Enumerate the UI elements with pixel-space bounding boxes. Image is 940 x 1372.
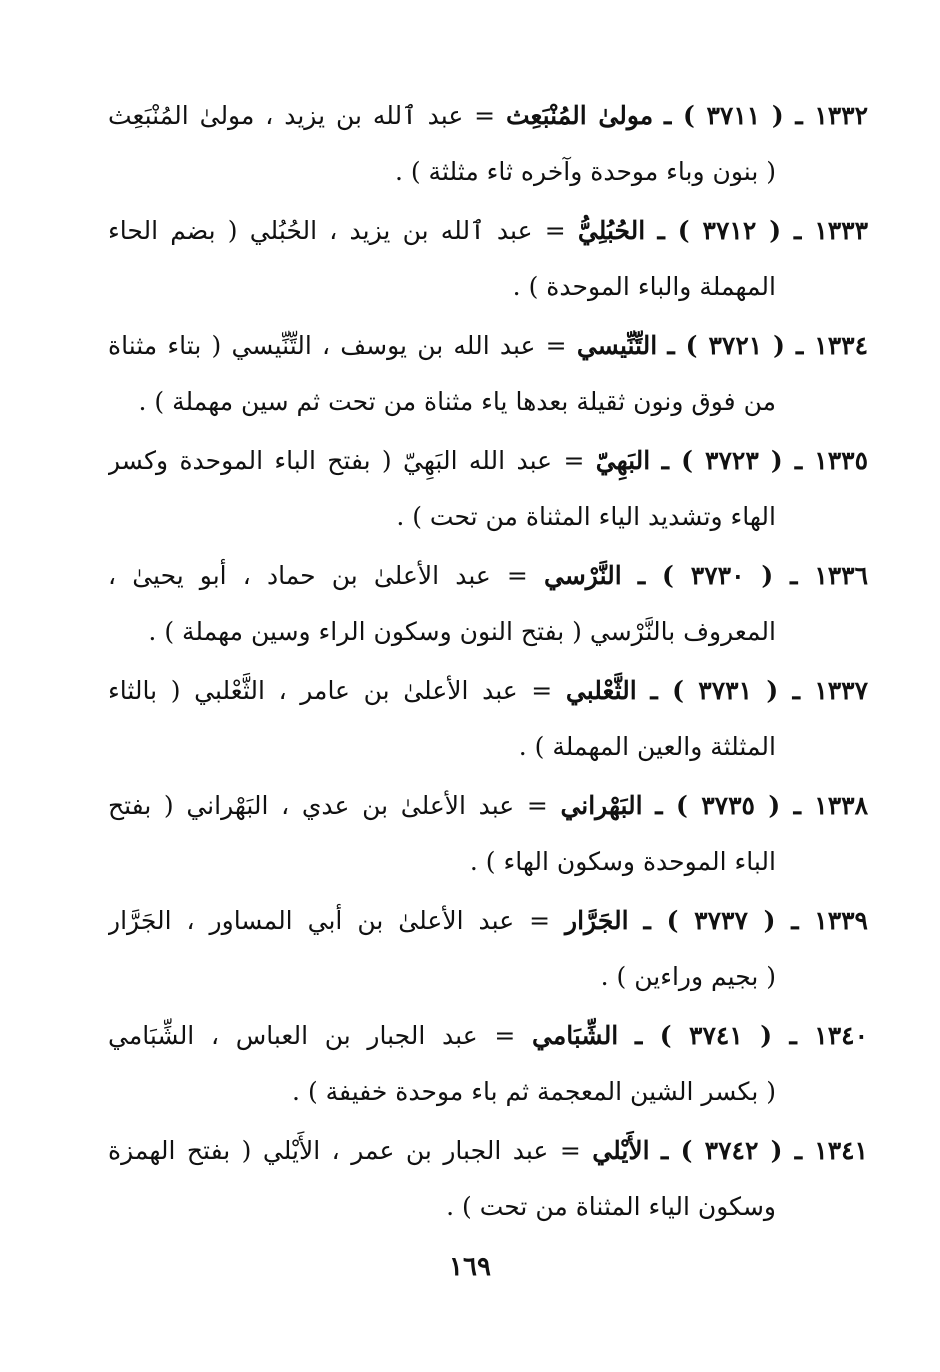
entry-number: ١٣٣٨ ـ ( ٣٧٣٥ ) ـ: [655, 791, 868, 820]
entry-1340: [108, 1006, 868, 1121]
entry-first-line: [108, 201, 868, 261]
entry-text: = عبد الله بن يوسف ، التِّنِّيسي ( بتاء مثناة: [108, 331, 567, 360]
entry-1337: [108, 661, 868, 776]
entry-heading: الأَيْلي: [592, 1136, 650, 1165]
entry-first-line: [108, 316, 868, 376]
entry-continuation: ( بنون وباء موحدة وآخره ثاء مثلثة ) .: [394, 157, 776, 186]
entry-1335: [108, 431, 868, 546]
entry-1339: [108, 891, 868, 1006]
entry-1341: [108, 1121, 868, 1236]
entry-continuation: المهملة والباء الموحدة ) .: [512, 272, 776, 301]
entry-continuation: الباء الموحدة وسكون الهاء ) .: [469, 847, 776, 876]
entry-text: = عبد ٱلله بن يزيد ، مولىٰ المُنْبَعِث: [108, 101, 496, 130]
entry-continuation: المثلثة والعين المهملة ) .: [518, 732, 776, 761]
entry-heading: البَهْراني: [560, 791, 643, 820]
entry-text: = عبد الأعلىٰ بن أبي المساور ، الجَرَّار: [108, 906, 551, 935]
entry-continuation: من فوق ونون ثقيلة بعدها ياء مثناة من تحت ثم سين مهملة ) .: [138, 387, 776, 416]
entry-continuation: المعروف بالنَّرْسي ( بفتح النون وسكون الراء وسين مهملة ) .: [148, 617, 776, 646]
entry-heading: الجَرَّار: [565, 906, 629, 935]
entry-number: ١٣٣٥ ـ ( ٣٧٢٣ ) ـ: [661, 446, 868, 475]
entry-text: = عبد الجبار بن عمر ، الأَيْلي ( بفتح الهمزة: [108, 1136, 581, 1165]
entry-text: = عبد ٱلله بن يزيد ، الحُبُلي ( بضم الحاء: [108, 216, 566, 245]
entry-first-line: [108, 546, 868, 606]
entry-text: = عبد الأعلىٰ بن عامر ، الثَّعْلبي ( بالثاء: [108, 676, 553, 705]
entry-1338: [108, 776, 868, 891]
entry-text: = عبد الله البَهِيّ ( بفتح الباء الموحدة وكسر: [108, 446, 585, 475]
entry-number: ١٣٤٠ ـ ( ٣٧٤١ ) ـ: [634, 1021, 868, 1050]
entry-first-line: [108, 431, 868, 491]
entry-heading: مولىٰ المُنْبَعِث: [506, 101, 654, 130]
entry-1336: [108, 546, 868, 661]
entry-heading: النَّرْسي: [544, 561, 622, 590]
entry-first-line: [108, 776, 868, 836]
entry-first-line: [108, 891, 868, 951]
entry-number: ١٣٣٦ ـ ( ٣٧٣٠ ) ـ: [637, 561, 868, 590]
entry-continuation: ( بجيم وراءين ) .: [600, 962, 776, 991]
entry-heading: الثَّعْلبي: [565, 676, 637, 705]
entry-continuation: وسكون الياء المثناة من تحت ) .: [446, 1192, 776, 1221]
entry-number: ١٣٤١ ـ ( ٣٧٤٢ ) ـ: [661, 1136, 868, 1165]
entry-first-line: [108, 1121, 868, 1181]
entry-heading: الشِّبَامي: [532, 1021, 619, 1050]
entry-number: ١٣٣٧ ـ ( ٣٧٣١ ) ـ: [650, 676, 868, 705]
entry-text: = عبد الأعلىٰ بن حماد ، أبو يحيىٰ ،: [108, 561, 528, 590]
entry-heading: الحُبُلِيُّ: [577, 216, 646, 245]
page-body: [108, 86, 868, 1236]
entry-first-line: [108, 661, 868, 721]
entry-1332: [108, 86, 868, 201]
page-number: ١٦٩: [449, 1252, 491, 1282]
entry-number: ١٣٣٣ ـ ( ٣٧١٢ ) ـ: [657, 216, 868, 245]
entry-continuation: الهاء وتشديد الياء المثناة من تحت ) .: [396, 502, 776, 531]
entry-continuation: ( بكسر الشين المعجمة ثم باء موحدة خفيفة ) .: [292, 1077, 776, 1106]
entry-text: = عبد الأعلىٰ بن عدي ، البَهْراني ( بفتح: [108, 791, 548, 820]
entry-number: ١٣٣٩ ـ ( ٣٧٣٧ ) ـ: [643, 906, 868, 935]
entry-heading: التِّنِّيسي: [576, 331, 658, 360]
entry-first-line: [108, 1006, 868, 1066]
entry-first-line: [108, 86, 868, 146]
entry-number: ١٣٣٢ ـ ( ٣٧١١ ) ـ: [664, 101, 868, 130]
entry-text: = عبد الجبار بن العباس ، الشِّبَامي: [108, 1021, 516, 1050]
entry-heading: البَهِيّ: [595, 446, 651, 475]
entry-1334: [108, 316, 868, 431]
entry-1333: [108, 201, 868, 316]
entry-number: ١٣٣٤ ـ ( ٣٧٢١ ) ـ: [667, 331, 868, 360]
